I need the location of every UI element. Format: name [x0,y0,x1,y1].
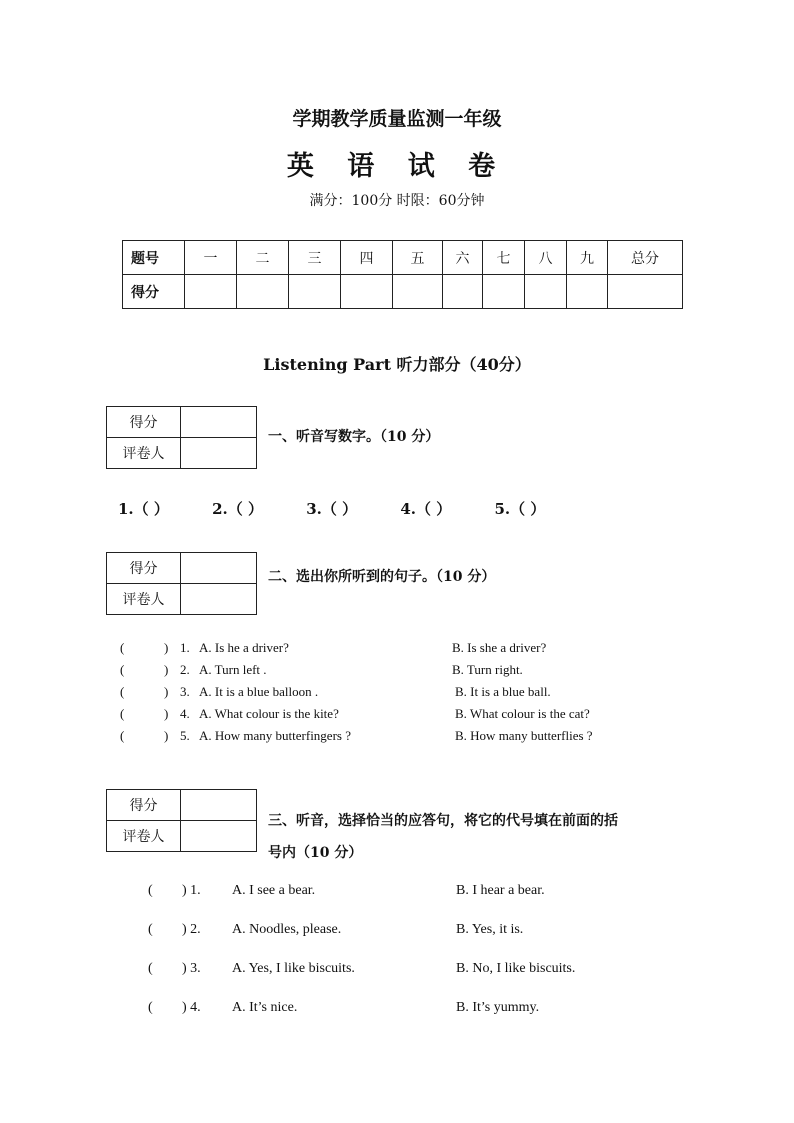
answer-paren-open[interactable]: ( [148,922,153,937]
option-a: A. What colour is the kite? [199,706,339,721]
part-title: Listening Part 听力部分（40分） [263,355,531,374]
section1-answer-line [118,498,583,519]
score-table-header-row [123,241,683,275]
answer-paren-open[interactable]: ( [148,883,153,898]
score-table-cell: 一 [185,241,237,275]
answer-paren-open[interactable]: ( [148,961,153,976]
grader-score-label: 得分 [107,553,181,584]
option-a: A. It’s nice. [232,1000,298,1015]
grader-box-section3 [106,789,257,852]
score-entry-cell[interactable] [393,275,443,309]
score-row-label: 得分 [123,275,185,309]
answer-paren-close: ) [164,662,169,677]
option-a: A. Is he a driver? [199,640,289,655]
score-table-cell: 五 [393,241,443,275]
score-table-cell: 八 [525,241,567,275]
score-table-cell: 二 [237,241,289,275]
option-a: A. How many butterfingers ? [199,728,351,743]
question-number: ) 1. [182,883,201,898]
answer-paren-close: ) [164,706,169,721]
option-a: A. It is a blue balloon . [199,684,319,699]
score-table-cell: 三 [289,241,341,275]
question-number: 1. [180,640,190,655]
grader-name-cell[interactable] [181,584,257,615]
answer-paren-open[interactable]: ( [120,684,125,699]
answer-paren-close: ) [164,728,169,743]
grader-name-cell[interactable] [181,438,257,469]
option-a: A. Noodles, please. [232,922,342,937]
score-table-score-row [123,275,683,309]
section1-title: 一、听音写数字。（10 分） [268,429,440,445]
grader-score-label: 得分 [107,790,181,821]
exam-subject-title: 英 语 试 卷 [286,151,508,182]
number-blank[interactable]: 5.（ ） [494,500,546,518]
section3-title-line1: 三、听音，选择恰当的应答句，将它的代号填在前面的括 [268,813,618,829]
number-blank[interactable]: 1.（ ） [118,500,169,518]
option-b: B. I hear a bear. [456,883,545,898]
score-entry-cell[interactable] [443,275,483,309]
score-entry-cell[interactable] [341,275,393,309]
score-entry-cell[interactable] [567,275,608,309]
exam-header-title: 学期教学质量监测一年级 [292,108,502,130]
score-entry-cell[interactable] [289,275,341,309]
grader-score-cell[interactable] [181,407,257,438]
answer-paren-open[interactable]: ( [120,728,125,743]
number-blank[interactable]: 2.（ ） [212,500,264,518]
answer-paren-open[interactable]: ( [120,706,125,721]
question-number: 5. [180,728,190,743]
option-b: B. What colour is the cat? [455,706,590,721]
grader-box-section1 [106,406,257,469]
option-b: B. It is a blue ball. [455,684,551,699]
score-table-cell: 七 [483,241,525,275]
section2-title: 二、选出你所听到的句子。（10 分） [268,569,496,585]
option-b: B. How many butterflies ? [455,728,593,743]
grader-name-label: 评卷人 [107,438,181,469]
score-table [122,240,683,309]
exam-info: 满分：100分 时限：60分钟 [309,193,485,209]
question-number: 2. [180,662,190,677]
grader-score-cell[interactable] [181,790,257,821]
option-b: B. It’s yummy. [456,1000,540,1015]
grader-score-cell[interactable] [181,553,257,584]
answer-paren-open[interactable]: ( [148,1000,153,1015]
option-a: A. Yes, I like biscuits. [232,961,355,976]
score-table-cell: 总分 [608,241,683,275]
option-b: B. Turn right. [452,662,523,677]
option-a: A. Turn left . [199,662,267,677]
option-b: B. No, I like biscuits. [456,961,576,976]
grader-box-section2 [106,552,257,615]
option-a: A. I see a bear. [232,883,316,898]
grader-name-label: 评卷人 [107,584,181,615]
grader-name-cell[interactable] [181,821,257,852]
score-entry-cell[interactable] [185,275,237,309]
answer-paren-close: ) [164,640,169,655]
option-b: B. Yes, it is. [456,922,524,937]
score-entry-cell[interactable] [237,275,289,309]
number-blank[interactable]: 3.（ ） [306,500,358,518]
question-number: 4. [180,706,190,721]
score-table-cell: 六 [443,241,483,275]
grader-name-label: 评卷人 [107,821,181,852]
question-number: ) 3. [182,961,201,976]
question-number: ) 4. [182,1000,201,1015]
answer-paren-open[interactable]: ( [120,662,125,677]
score-table-cell: 九 [567,241,608,275]
question-number: 3. [180,684,190,699]
score-entry-cell[interactable] [525,275,567,309]
section3-title-line2: 号内（10 分） [268,845,363,861]
option-b: B. Is she a driver? [452,640,547,655]
answer-paren-close: ) [164,684,169,699]
number-blank[interactable]: 4.（ ） [400,500,452,518]
question-number: ) 2. [182,922,201,937]
answer-paren-open[interactable]: ( [120,640,125,655]
score-table-cell: 四 [341,241,393,275]
grader-score-label: 得分 [107,407,181,438]
score-entry-cell[interactable] [608,275,683,309]
score-entry-cell[interactable] [483,275,525,309]
score-table-cell: 题号 [123,241,185,275]
